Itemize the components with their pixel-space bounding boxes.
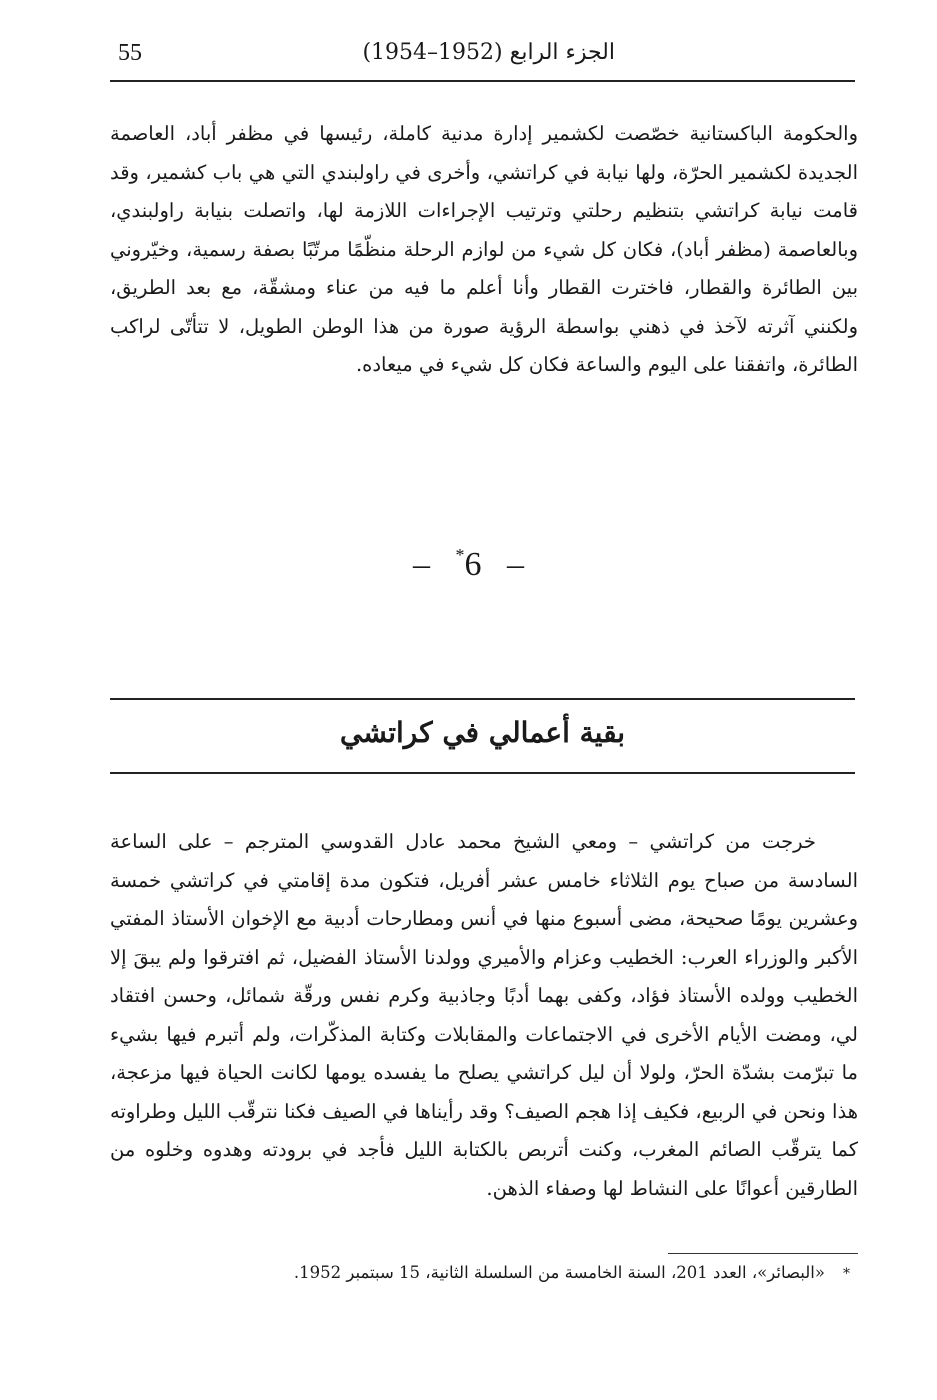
page-number: 55 — [118, 40, 142, 66]
paragraph-continuation: والحكومة الباكستانية خصّصت لكشمير إدارة مدنية كاملة، رئيسها في مظفر أباد، العاصمة الجديدة لكشمير الحرّة، ولها نيابة في كراتشي، وأخرى في راولبندي التي هي باب كشمير، وقد قامت نيابة كراتشي بتنظيم رحلتي وترتيب الإجراءات اللازمة لها، واتصلت بنيابة راولبندي، وبالعاصمة (مظفر أباد)، فكان كل شيء من لوازم الرحلة منظّمًا مرتّبًا بصفة رسمية، وخيّروني بين الطائرة والقطار، فاخترت القطار وأنا أعلم ما فيه من عناء ومشقّة، مع بعد الطريق، ولكنني آثرته لآخذ في ذهني بواسطة الرؤية صورة من هذا الوطن الطويل، لا تتأتّى لراكب الطائرة، واتفقنا على اليوم والساعة فكان كل شيء في ميعاده. — [110, 122, 858, 376]
paragraph-body-text: خرجت من كراتشي – ومعي الشيخ محمد عادل القدوسي المترجم – على الساعة السادسة من صباح يوم الثلاثاء خامس عشر أفريل، فتكون مدة إقامتي في كراتشي خمسة وعشرين يومًا صحيحة، مضى أسبوع منها في أنس ومطارحات أدبية مع الإخوان الأستاذ المفتي الأكبر والوزراء العرب: الخطيب وعزام والأميري وولدنا الأستاذ الفضيل، ثم افترقوا ولم يبقَ إلا الخطيب وولده الأستاذ فؤاد، وكفى بهما أدبًا وجاذبية وكرم نفس ورقّة شمائل، وحسن افتقاد لي، ومضت الأيام الأخرى في الاجتماعات والمقابلات وكتابة المذكّرات، ولم أتبرم فيها بشيء ما تبرّمت بشدّة الحرّ، ولولا أن ليل كراتشي يصلح ما يفسده يومها لكانت الحياة فيها مزعجة، هذا ونحن في الربيع، فكيف إذا هجم الصيف؟ وقد رأيناها في الصيف فكنا نترقّب الليل وطراوته كما يترقّب الصائم المغرب، وكنت أتربص بالكتابة الليل فأجد في برودته وهدوه وخلوه من الطارقين أعوانًا على النشاط لها وصفاء الذهن. — [110, 830, 858, 1200]
section-number — [0, 545, 937, 584]
title-rule-top — [110, 698, 855, 700]
footnote-text: «البصائر»، العدد 201، السنة الخامسة من السلسلة الثانية، 15 سبتمبر 1952. — [293, 1263, 825, 1282]
section-number-value: 6 — [464, 546, 482, 583]
running-head: الجزء الرابع (1952–1954) — [362, 40, 615, 65]
footnote-rule — [668, 1253, 858, 1254]
section-dash-left: – — [413, 546, 430, 583]
footnote — [110, 1258, 850, 1289]
chapter-title: بقية أعمالي في كراتشي — [339, 716, 626, 749]
paragraph-body — [110, 823, 858, 1208]
footnote-mark: * — [843, 1266, 850, 1282]
title-rule-bottom — [110, 772, 855, 774]
footnote-marker: * — [455, 545, 465, 565]
header-rule — [110, 80, 855, 82]
section-dash-right: – — [507, 546, 524, 583]
page-header — [110, 34, 855, 74]
